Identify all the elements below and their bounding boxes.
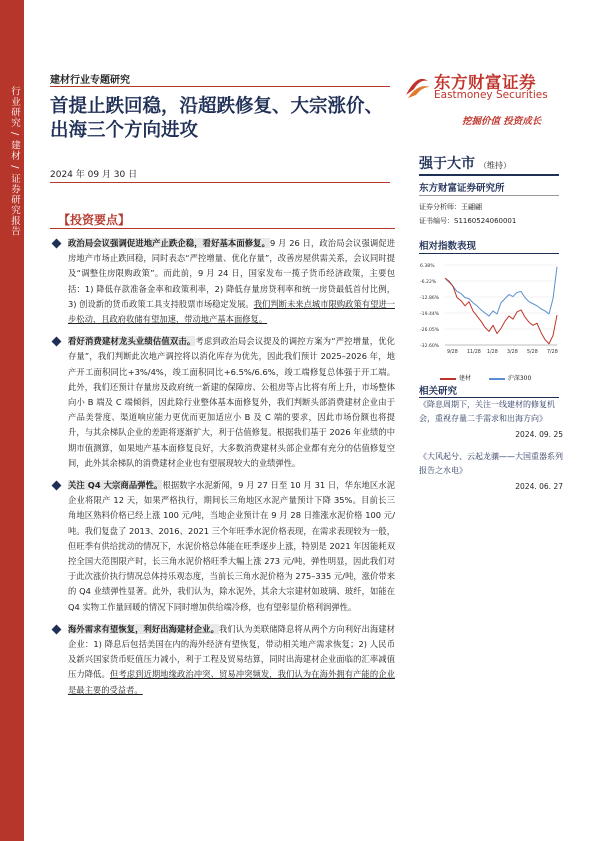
analyst-cert: 证书编号：S1160524060001: [419, 217, 517, 225]
date-divider: [50, 182, 390, 183]
rating-sub: （维持）: [479, 161, 511, 170]
x-tick-label: 3/28: [507, 350, 518, 355]
chart-svg: [419, 259, 561, 359]
sidebar-band: [0, 0, 24, 841]
rating-box: [419, 153, 559, 173]
series-line-building-materials: [445, 278, 557, 344]
x-tick-label: 11/28: [467, 350, 481, 355]
x-tick-label: 7/28: [547, 350, 558, 355]
diamond-bullet-icon: [52, 337, 62, 347]
key-point-lead: 政治局会议强调促进地产止跌企稳，看好基本面修复。: [68, 238, 270, 248]
y-tick-label: -26.05%: [420, 328, 440, 333]
legend-swatch-csi300: [489, 378, 505, 380]
key-point-tail: 我们判断未来点城市限购政策有望进一步松动，且政府收储有望加速，带动地产基本面修复。: [68, 298, 395, 325]
series-line-csi300: [445, 267, 557, 316]
key-point-lead: 关注 Q4 大宗商品弹性。: [68, 480, 163, 491]
key-points-header: [50, 207, 395, 229]
key-point-lead: 海外需求有望恢复，利好出海建材企业。: [68, 623, 219, 634]
diamond-bullet-icon: [52, 239, 62, 249]
report-category: 建材行业专题研究: [50, 75, 130, 86]
key-points-title: 【投资要点】: [58, 213, 131, 227]
sidebar-label: 行业研究 / 建材 / 证券研究报告: [9, 86, 20, 237]
legend-label-building-materials: 建材: [459, 375, 472, 382]
rating-main: 强于大市: [419, 156, 475, 172]
legend-label-csi300: 沪深300: [507, 375, 532, 382]
y-tick-label: -6.22%: [420, 280, 437, 285]
analyst-info: [419, 200, 516, 228]
brand-mark-icon: [402, 71, 432, 101]
report-title: 首提止跌回稳，沿超跌修复、大宗涨价、出海三个方向进攻: [50, 96, 384, 141]
y-tick-label: -12.86%: [420, 296, 440, 301]
index-section-title: 相对指数表现: [419, 241, 477, 252]
relative-index-chart: [419, 259, 561, 359]
related-item-date: 2024. 09. 25: [515, 430, 563, 439]
index-section-divider: [419, 253, 559, 254]
related-item-title[interactable]: 《大风起兮、云起龙骧——大国重器系列报告之水电》: [419, 452, 563, 475]
related-item-title[interactable]: 《降息周期下，关注一线建材的修复机会，重视存量二手需求和出海方向》: [419, 400, 555, 423]
analyst-name: 证券分析师：王翩翩: [419, 203, 482, 211]
y-tick-label: -32.60%: [420, 344, 440, 349]
institute-divider: [419, 195, 559, 196]
key-point-body: 考虑到政治局会议提及的调控方案为“严控增量，优化存量”，我们判断此次地产调控将以消化库存为优先，因此我们预计 2025–2026 年，地产开工面积同比+3%/4%，竣工面积同比+6.5%/6.6%，竣工端修复总体强于开工端。此外，我们还预计存量房及政府统一新建的保障房、公租房等占比将有所上升，市场整体向小 B 端及 C 端倾斜，因此除行业整体基本面修复外，我们判断头部消费建材企业由于产品美誉度、渠道响应能力更优而更加适应小 B 及 C 端的要求，因此市场份额也将提升，与其余梯队企业的差距将逐渐扩大，利于估值修复。根据我们基于 2026 年业绩的中期市值测算，如果地产基本面修复良好，大多数消费建材头部企业都有充分的估值修复空间，此外其余梯队的消费建材企业也有望展现较大的业绩弹性。: [68, 336, 395, 468]
key-point: [50, 334, 395, 471]
related-section-title: 相关研究: [419, 386, 458, 397]
y-tick-label: -19.44%: [420, 312, 440, 317]
brand-logo: [402, 69, 552, 109]
key-point-tail: 但考虑到近期地缘政治冲突、贸易冲突频发，我们认为在海外拥有产能的企业是最主要的受益者。: [68, 669, 395, 695]
header-divider: [50, 86, 390, 87]
y-tick-label: 6.38%: [420, 264, 435, 269]
diamond-bullet-icon: [52, 624, 62, 634]
key-points-list: [50, 236, 395, 705]
key-point-body: 9 月 26 日，政治局会议强调促进房地产市场止跌回稳，同时表态“严控增量、优化存量”，改善房屋供需关系，会议同时提及“调整住房限购政策”。而此前，9 月 24 日，国家发布一揽子货币经济政策，主要包括：1) 降低存款准备金率和政策利率，2) 降低存量房贷利率和统一房贷最低首付比例，3) 创设新的货币政策工具支持股票市场稳定发展。: [68, 238, 395, 309]
diamond-bullet-icon: [52, 481, 62, 491]
key-point: [50, 622, 395, 698]
report-date: 2024 年 09 月 30 日: [50, 170, 138, 180]
x-tick-label: 1/28: [487, 350, 498, 355]
key-point-body: 根据数字水泥新闻，9 月 27 日至 10 月 31 日，华东地区水泥企业将限产 12 天，如果严格执行，期间长三角地区水泥产量预计下降 35%。目前长三角地区熟料价格已经上涨 100 元/吨，当地企业预计在 9 月 28 日推涨水泥价格 100 元/吨。我们复盘了 2013、2016、2021 三个年旺季水泥价格表现，在需求表现较为一般，但旺季有供给扰动的情况下，水泥价格总体能在旺季逐步上涨，特别是 2021 年因能耗双控全国大范围限产时，长三角水泥价格旺季大幅上涨 273 元/吨，弹性明显，因此我们对于此次涨价执行情况总体持乐观态度，当前长三角水泥价格为 275–335 元/吨，涨价带来的 Q4 业绩弹性显著。此外，我们认为，除水泥外，其余大宗建材如玻璃、玻纤，如能在 Q4 实物工作量回暖的情况下同时增加供给端冷修，也有望彰显价格利润弹性。: [68, 480, 395, 612]
related-list: [419, 398, 563, 502]
key-point: [50, 478, 395, 615]
brand-name-cn: 东方财富证券: [434, 73, 536, 92]
rating-divider: [419, 174, 559, 176]
legend-swatch-building-materials: [440, 378, 456, 380]
chart-legend: [440, 373, 531, 382]
related-item-date: 2024. 06. 27: [515, 482, 563, 491]
x-tick-label: 9/28: [447, 350, 458, 355]
key-point: [50, 236, 395, 327]
x-tick-label: 5/28: [527, 350, 538, 355]
brand-slogan: 挖掘价值 投资成长: [462, 116, 542, 127]
key-point-lead: 看好消费建材龙头业绩估值双击。: [68, 336, 196, 347]
key-point-body: 我们认为美联储降息将从两个方向利好出海建材企业：1) 降息后包括美国在内的海外经济有望恢复，带动相关地产需求恢复；2) 人民币及新兴国家货币贬值压力减小，利于工程及贸易结算，同时出海建材企业面临的汇率减值压力降低。: [68, 623, 395, 680]
institute-name: 东方财富证券研究所: [419, 183, 505, 194]
brand-name-en: Eastmoney Securities: [434, 89, 548, 101]
